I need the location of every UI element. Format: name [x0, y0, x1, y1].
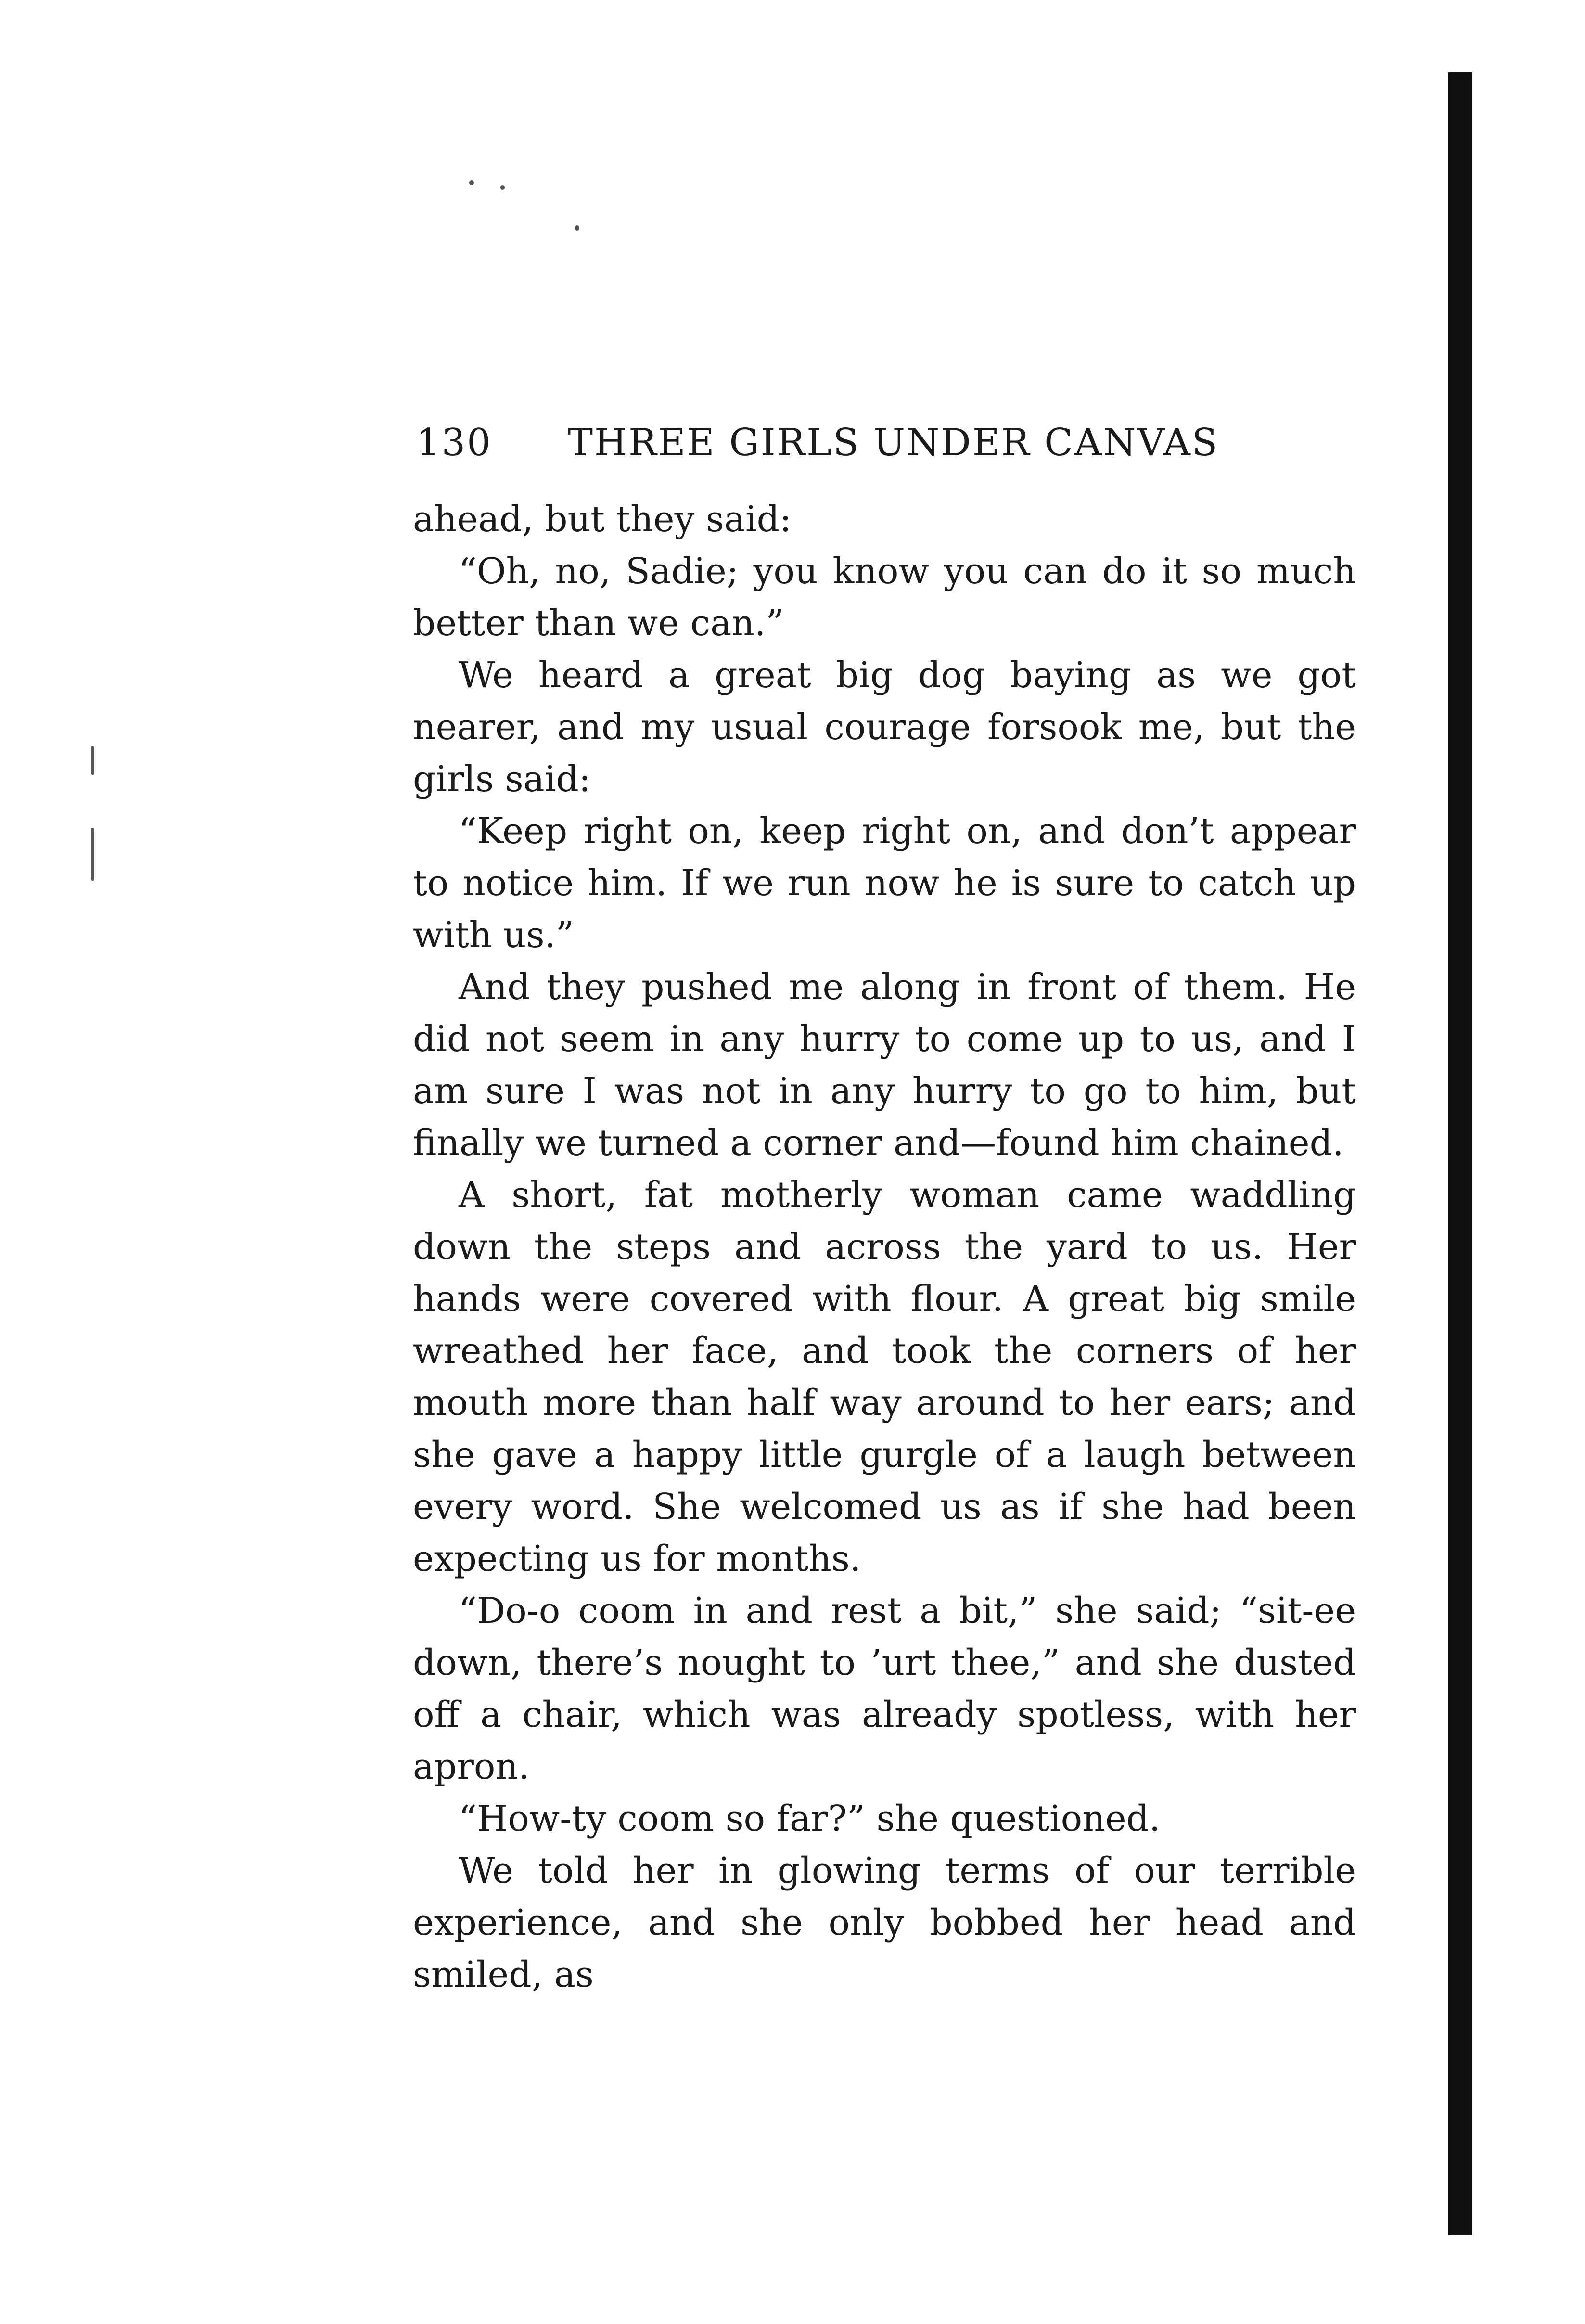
ink-speck: [91, 828, 94, 881]
page-edge-shadow: [1448, 72, 1472, 2235]
paragraph: ahead, but they said:: [413, 499, 792, 540]
paragraph: “Do-o coom in and rest a bit,” she said; “sit-ee down, there’s nought to ’urt thee,” and she dusted off a chair, which was already spotless, with her apron.: [413, 1590, 1356, 1787]
page-header: [416, 416, 1278, 469]
paragraph: We told her in glowing terms of our terrible experience, and she only bobbed her head and smiled, as: [413, 1850, 1356, 1995]
ink-speck: [575, 225, 579, 231]
paragraph: “Oh, no, Sadie; you know you can do it so much better than we can.”: [413, 551, 1356, 644]
ink-speck: [469, 180, 474, 185]
running-title: THREE GIRLS UNDER CANVAS: [568, 421, 1219, 464]
paragraph: And they pushed me along in front of them. He did not seem in any hurry to come up to us, and I am sure I was not in any hurry to go to him, but finally we turned a corner and—found him chained.: [413, 966, 1356, 1164]
ink-speck: [500, 185, 505, 190]
paragraph: “Keep right on, keep right on, and don’t appear to notice him. If we run now he is sure to catch up with us.”: [413, 810, 1356, 956]
paragraph: A short, fat motherly woman came waddling down the steps and across the yard to us. Her hands were covered with flour. A great big smile wreathed her face, and took the corners of her mouth more than half way around to her ears; and she gave a happy little gurgle of a laugh between every word. She welcomed us as if she had been expecting us for months.: [413, 1174, 1356, 1579]
body-text: [413, 493, 1356, 2001]
ink-speck: [91, 746, 94, 775]
page-number: 130: [416, 421, 492, 464]
paragraph: We heard a great big dog baying as we got nearer, and my usual courage forsook me, but the girls said:: [413, 655, 1356, 800]
paragraph: “How-ty coom so far?” she questioned.: [459, 1798, 1161, 1839]
